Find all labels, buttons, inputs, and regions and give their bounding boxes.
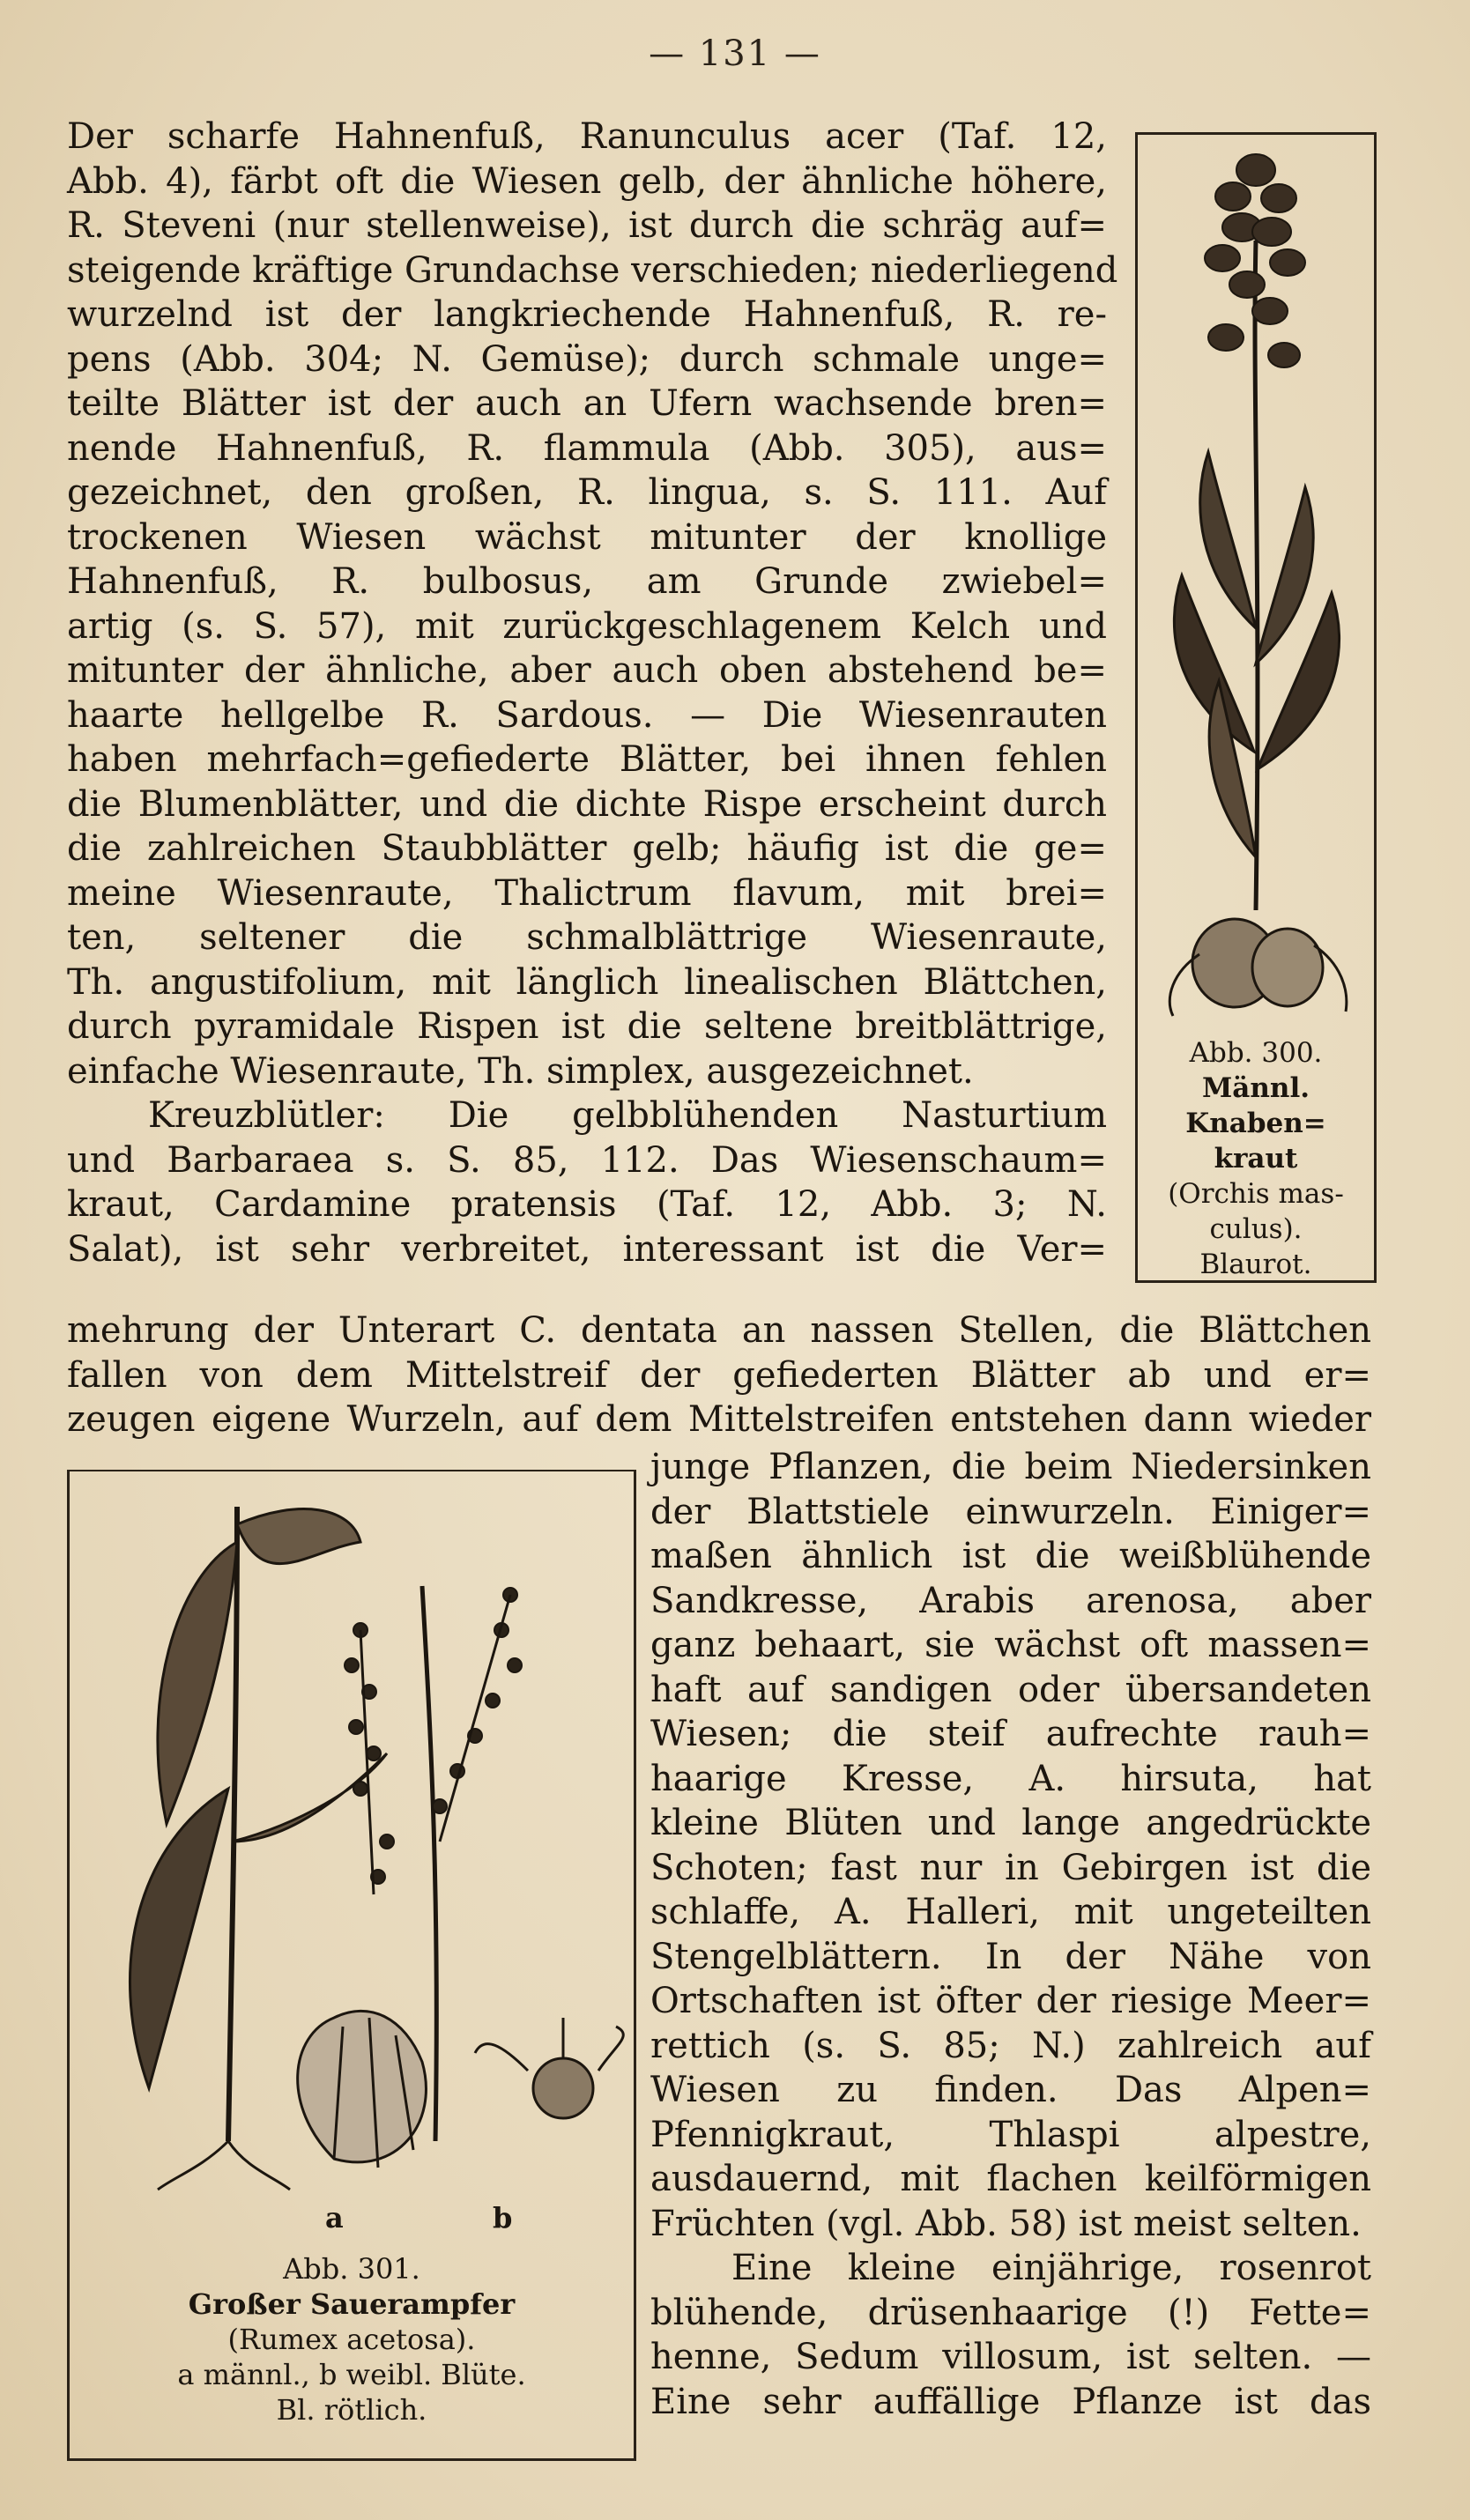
text-line: Pfennigkraut, Thlaspi alpestre, — [650, 2114, 1371, 2155]
text-line: pens (Abb. 304; N. Gemüse); durch schmale unge= — [67, 338, 1107, 380]
text-line: gezeichnet, den großen, R. lingua, s. S. 111. Auf — [67, 472, 1107, 513]
text-line: nende Hahnenfuß, R. flammula (Abb. 305), aus= — [67, 427, 1107, 469]
caption-line: culus). — [1209, 1213, 1303, 1245]
text-line: einfache Wiesenraute, Th. simplex, ausgezeichnet. — [67, 1050, 974, 1092]
text-line: Sandkresse, Arabis arenosa, aber — [650, 1580, 1371, 1621]
text-line: Abb. 4), färbt oft die Wiesen gelb, der ähnliche höhere, — [67, 160, 1107, 202]
text-line: wurzelnd ist der langkriechende Hahnenfuß, R. re- — [67, 294, 1107, 335]
figure-301 — [67, 1470, 636, 2461]
figure-300 — [1135, 132, 1377, 1283]
text-line: mitunter der ähnliche, aber auch oben abstehend be= — [67, 650, 1107, 691]
text-line: Stengelblättern. In der Nähe von — [650, 1936, 1371, 1977]
text-line: ausdauernd, mit flachen keilförmigen — [650, 2159, 1371, 2199]
text-line: durch pyramidale Rispen ist die seltene breitblättrige, — [67, 1006, 1107, 1047]
caption-line: Blaurot. — [1199, 1249, 1312, 1280]
text-line: die Blumenblätter, und die dichte Rispe erscheint durch — [67, 783, 1107, 825]
text-line: fallen von dem Mittelstreif der gefiederten Blätter ab und er= — [67, 1354, 1371, 1396]
caption-line: Abb. 301. — [283, 2252, 420, 2286]
text-line: Salat), ist sehr verbreitet, interessant ist die Ver= — [67, 1228, 1107, 1270]
text-line: Schoten; fast nur in Gebirgen ist die — [650, 1847, 1371, 1888]
text-line: haarige Kresse, A. hirsuta, hat — [650, 1758, 1371, 1799]
text-line: teilte Blätter ist der auch an Ufern wachsende bren= — [67, 383, 1107, 424]
caption-line: Großer Sauerampfer — [188, 2287, 516, 2321]
text-line: artig (s. S. 57), mit zurückgeschlagenem Kelch und — [67, 605, 1107, 647]
text-line: mehrung der Unterart C. dentata an nassen Stellen, die Blättchen — [67, 1310, 1371, 1351]
sorrel-illustration — [70, 1471, 634, 2194]
page-number: — 131 — — [649, 33, 821, 74]
text-line: junge Pflanzen, die beim Niedersinken — [650, 1447, 1371, 1487]
text-line: haft auf sandigen oder übersandeten — [650, 1669, 1371, 1710]
text-line: meine Wiesenraute, Thalictrum flavum, mit brei= — [67, 872, 1107, 914]
text-line: Der scharfe Hahnenfuß, Ranunculus acer (Taf. 12, — [67, 116, 1107, 157]
text-line: haben mehrfach=gefiederte Blätter, bei ihnen fehlen — [67, 739, 1107, 780]
text-line: Wiesen; die steif aufrechte rauh= — [650, 1714, 1371, 1754]
caption-line: kraut — [1214, 1143, 1298, 1175]
caption-line: Bl. rötlich. — [276, 2393, 427, 2427]
text-column-top — [67, 115, 1118, 1271]
text-line: die zahlreichen Staubblätter gelb; häufig ist die ge= — [67, 828, 1107, 869]
text-line: Eine sehr auffällige Pflanze ist das — [650, 2381, 1371, 2422]
text-line: Kreuzblütler: Die gelbblühenden Nasturtium — [148, 1095, 1107, 1136]
text-line: kraut, Cardamine pratensis (Taf. 12, Abb. 3; N. — [67, 1184, 1107, 1225]
text-line: trockenen Wiesen wächst mitunter der knollige — [67, 516, 1107, 558]
caption-line: Abb. 300. — [1189, 1037, 1323, 1069]
figure-300-caption — [1138, 1035, 1374, 1282]
figure-301-caption — [70, 2251, 634, 2427]
text-line: rettich (s. S. 85; N.) zahlreich auf — [650, 2025, 1371, 2066]
text-line: und Barbaraea s. S. 85, 112. Das Wiesenschaum= — [67, 1139, 1107, 1181]
text-column-full — [67, 1308, 1371, 1442]
text-line: Hahnenfuß, R. bulbosus, am Grunde zwiebel= — [67, 561, 1107, 602]
figure-label-a: a — [325, 2201, 344, 2235]
text-line: steigende kräftige Grundachse verschieden; niederliegend — [67, 249, 1118, 291]
text-line: Wiesen zu finden. Das Alpen= — [650, 2070, 1371, 2110]
text-line: schlaffe, A. Halleri, mit ungeteilten — [650, 1892, 1371, 1932]
text-line: Früchten (vgl. Abb. 58) ist meist selten. — [650, 2203, 1362, 2244]
text-line: Ortschaften ist öfter der riesige Meer= — [650, 1981, 1371, 2021]
caption-line: (Rumex acetosa). — [227, 2323, 476, 2356]
text-line: henne, Sedum villosum, ist selten. — — [650, 2337, 1371, 2377]
text-line: Th. angustifolium, mit länglich linealischen Blättchen, — [67, 961, 1107, 1003]
text-line: ten, seltener die schmalblättrige Wiesenraute, — [67, 917, 1107, 958]
text-line: der Blattstiele einwurzeln. Einiger= — [650, 1491, 1371, 1532]
text-line: blühende, drüsenhaarige (!) Fette= — [650, 2292, 1371, 2333]
text-column-right — [650, 1445, 1371, 2424]
caption-line: Männl. — [1201, 1072, 1310, 1104]
text-line: R. Steveni (nur stellenweise), ist durch die schräg auf= — [67, 205, 1107, 246]
caption-line: (Orchis mas- — [1168, 1178, 1344, 1210]
orchid-illustration — [1138, 135, 1374, 1025]
text-line: maßen ähnlich ist die weißblühende — [650, 1536, 1371, 1576]
caption-line: Knaben= — [1185, 1108, 1326, 1139]
text-line: Eine kleine einjährige, rosenrot — [731, 2248, 1371, 2288]
figure-label-b: b — [493, 2201, 513, 2235]
text-line: haarte hellgelbe R. Sardous. — Die Wiesenrauten — [67, 694, 1107, 736]
text-line: ganz behaart, sie wächst oft massen= — [650, 1625, 1371, 1665]
caption-line: a männl., b weibl. Blüte. — [177, 2358, 526, 2391]
text-line: kleine Blüten und lange angedrückte — [650, 1803, 1371, 1843]
text-line: zeugen eigene Wurzeln, auf dem Mittelstreifen entstehen dann wieder — [67, 1399, 1371, 1440]
